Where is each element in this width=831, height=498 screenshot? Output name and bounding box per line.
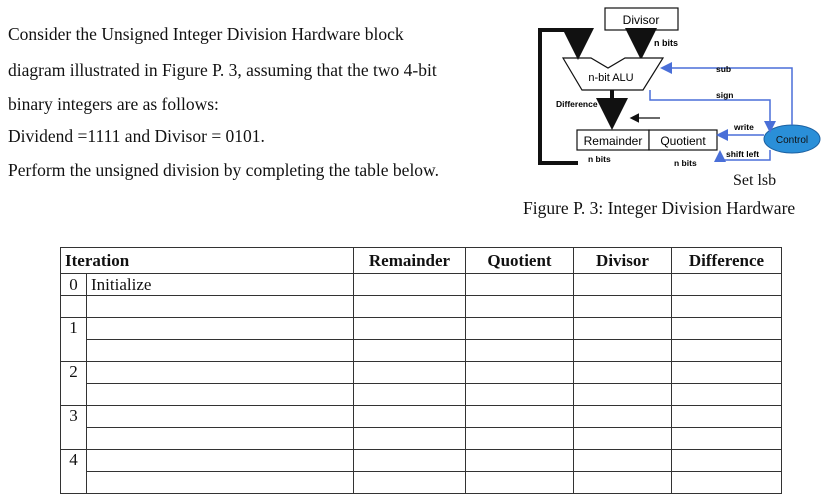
difference-cell[interactable]	[672, 318, 782, 340]
divisor-cell[interactable]	[574, 428, 672, 450]
quotient-cell[interactable]	[466, 406, 574, 428]
step-cell[interactable]	[87, 450, 354, 472]
alu-label: n-bit ALU	[588, 72, 634, 84]
difference-cell[interactable]	[672, 428, 782, 450]
difference-cell[interactable]	[672, 340, 782, 362]
step-cell[interactable]	[87, 406, 354, 428]
divisor-cell[interactable]	[574, 296, 672, 318]
divisor-header: Divisor	[574, 248, 672, 274]
table-row	[61, 428, 782, 450]
table-row	[61, 450, 782, 472]
quotient-cell[interactable]	[466, 340, 574, 362]
shift-left-label: shift left	[726, 149, 760, 159]
divisor-cell[interactable]	[574, 450, 672, 472]
divisor-label: Divisor	[622, 13, 660, 27]
remainder-cell[interactable]	[354, 274, 466, 296]
table-row	[61, 472, 782, 494]
table-row	[61, 340, 782, 362]
step-cell[interactable]	[87, 472, 354, 494]
quotient-cell[interactable]	[466, 384, 574, 406]
iteration-number: 4	[61, 450, 87, 494]
difference-label: Difference	[556, 99, 598, 109]
table-row	[61, 362, 782, 384]
iteration-number: 0	[61, 274, 87, 296]
remainder-cell[interactable]	[354, 450, 466, 472]
step-cell[interactable]	[87, 384, 354, 406]
division-table	[60, 247, 782, 494]
remainder-cell[interactable]	[354, 296, 466, 318]
step-cell[interactable]	[87, 318, 354, 340]
difference-header: Difference	[672, 248, 782, 274]
set-lsb-label: Set lsb	[733, 172, 777, 189]
quotient-label: Quotient	[660, 134, 706, 148]
remainder-header: Remainder	[354, 248, 466, 274]
table-row	[61, 318, 782, 340]
difference-cell[interactable]	[672, 296, 782, 318]
remainder-cell[interactable]	[354, 472, 466, 494]
problem-line-2: diagram illustrated in Figure P. 3, assuming that the two 4-bit	[8, 60, 437, 80]
quotient-cell[interactable]	[466, 472, 574, 494]
remainder-label: Remainder	[583, 134, 643, 148]
problem-line-1: Consider the Unsigned Integer Division Hardware block	[8, 24, 404, 44]
iteration-number: 1	[61, 318, 87, 362]
remainder-cell[interactable]	[354, 318, 466, 340]
sign-label: sign	[716, 90, 734, 100]
divisor-cell[interactable]	[574, 340, 672, 362]
problem-line-4: Dividend =1111 and Divisor = 0101.	[8, 126, 265, 146]
quotient-cell[interactable]	[466, 274, 574, 296]
n-bits-top-label: n bits	[654, 38, 678, 48]
quotient-cell[interactable]	[466, 318, 574, 340]
quotient-cell[interactable]	[466, 428, 574, 450]
remainder-cell[interactable]	[354, 384, 466, 406]
iteration-header: Iteration	[61, 248, 354, 274]
step-cell[interactable]	[87, 428, 354, 450]
problem-line-3: binary integers are as follows:	[8, 94, 219, 114]
divisor-cell[interactable]	[574, 362, 672, 384]
table-row	[61, 384, 782, 406]
quotient-cell[interactable]	[466, 296, 574, 318]
write-label: write	[734, 122, 754, 132]
divisor-cell[interactable]	[574, 274, 672, 296]
table-row	[61, 296, 782, 318]
remainder-cell[interactable]	[354, 428, 466, 450]
difference-cell[interactable]	[672, 472, 782, 494]
quotient-cell[interactable]	[466, 450, 574, 472]
quotient-cell[interactable]	[466, 362, 574, 384]
iteration-number	[61, 296, 87, 318]
step-cell[interactable]	[87, 340, 354, 362]
remainder-cell[interactable]	[354, 362, 466, 384]
step-cell[interactable]	[87, 362, 354, 384]
n-bits-remainder-label: n bits	[588, 154, 611, 164]
difference-cell[interactable]	[672, 384, 782, 406]
table-row	[61, 406, 782, 428]
sub-label: sub	[716, 64, 732, 74]
remainder-cell[interactable]	[354, 406, 466, 428]
step-cell[interactable]: Initialize	[87, 274, 354, 296]
divisor-cell[interactable]	[574, 384, 672, 406]
control-label: Control	[775, 135, 809, 146]
step-cell[interactable]	[87, 296, 354, 318]
table-header-row	[61, 248, 782, 274]
iteration-number: 2	[61, 362, 87, 406]
n-bits-quotient-label: n bits	[674, 158, 697, 168]
divisor-cell[interactable]	[574, 472, 672, 494]
difference-cell[interactable]	[672, 406, 782, 428]
remainder-cell[interactable]	[354, 340, 466, 362]
problem-line-5: Perform the unsigned division by completing the table below.	[8, 160, 439, 180]
iteration-number: 3	[61, 406, 87, 450]
table-row	[61, 274, 782, 296]
feedback-loop-arrow	[540, 30, 578, 163]
difference-cell[interactable]	[672, 450, 782, 472]
quotient-header: Quotient	[466, 248, 574, 274]
divisor-cell[interactable]	[574, 318, 672, 340]
divisor-cell[interactable]	[574, 406, 672, 428]
difference-cell[interactable]	[672, 274, 782, 296]
difference-cell[interactable]	[672, 362, 782, 384]
figure-caption: Figure P. 3: Integer Division Hardware	[523, 198, 796, 218]
